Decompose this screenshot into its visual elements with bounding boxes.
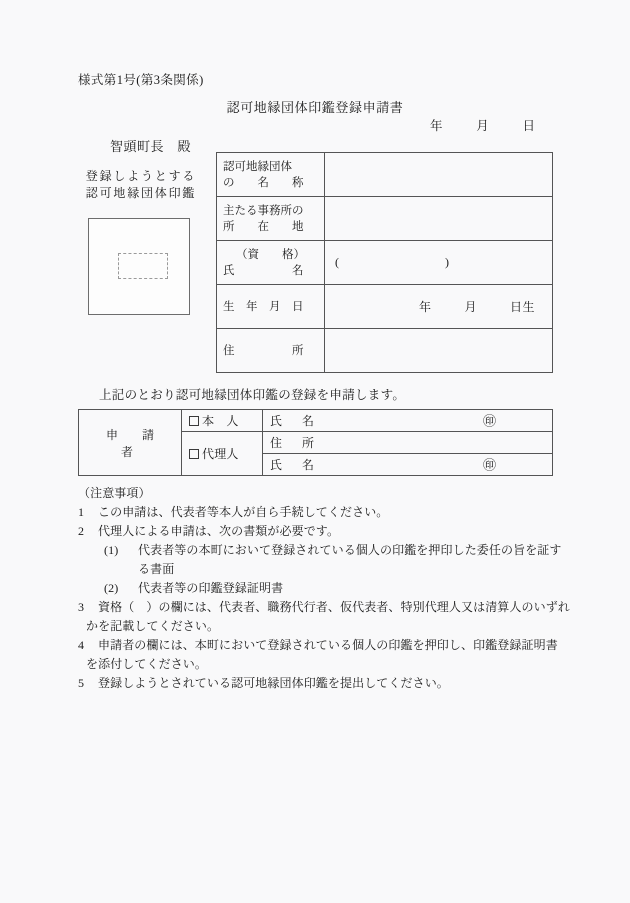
application-statement: 上記のとおり認可地縁団体印鑑の登録を申請します。 — [99, 388, 406, 402]
birth-day-label: 日生 — [510, 300, 536, 314]
stamp-caption-line1: 登録しようとする — [85, 169, 197, 183]
label-line-1: 住 所 — [223, 344, 304, 357]
table-row — [217, 153, 553, 197]
note-number: 3 — [78, 600, 85, 614]
note-text: 申請者の欄には、本町において登録されている個人の印鑑を押印し、印鑑登録証明書 — [98, 638, 558, 652]
field-birthdate[interactable] — [325, 285, 553, 329]
field-qualification-name[interactable] — [325, 241, 553, 285]
field-agent-name[interactable] — [263, 454, 553, 476]
seal-mark-icon: ㊞ — [482, 457, 496, 472]
note-number: 1 — [78, 505, 85, 519]
addressee: 智頭町長 殿 — [110, 139, 192, 154]
field-self-name[interactable] — [263, 410, 553, 432]
stamp-caption — [76, 168, 206, 202]
paren-close: ) — [445, 255, 449, 269]
field-organization-name[interactable] — [325, 153, 553, 197]
applicant-type-agent-label: 代理人 — [202, 447, 239, 461]
applicant-header-label: 申 請 者 — [79, 410, 182, 476]
label-line-1: 主たる事務所の — [223, 204, 304, 217]
note-text: 資格（ ）の欄には、代表者、職務代行者、仮代表者、特別代理人又は清算人のいずれ — [98, 600, 570, 614]
applicant-type-self-label: 本 人 — [202, 414, 239, 428]
note-subitem-text: 代表者等の印鑑登録証明書 — [138, 581, 284, 595]
note-subitem-text: 代表者等の本町において登録されている個人の印鑑を押印した委任の旨を証す — [138, 543, 562, 557]
note-number: 5 — [78, 676, 85, 690]
note-subitem-number: (1) — [104, 543, 119, 557]
note-continuation: かを記載してください。 — [86, 619, 220, 633]
birth-month-label: 月 — [464, 300, 478, 314]
list-item — [78, 579, 578, 598]
note-subitem-continuation: る書面 — [138, 562, 175, 576]
list-item — [78, 674, 578, 693]
row-label-birthdate — [217, 285, 325, 329]
note-text: 登録しようとされている認可地縁団体印鑑を提出してください。 — [98, 676, 449, 690]
organization-info-table — [216, 152, 553, 373]
label-line-1: 生 年 月 日 — [223, 300, 304, 313]
list-item — [78, 598, 578, 617]
field-agent-address[interactable] — [263, 432, 553, 454]
note-number: 2 — [78, 524, 85, 538]
row-label-main-office-address — [217, 197, 325, 241]
row-label-qualification-name — [217, 241, 325, 285]
note-continuation: を添付してください。 — [86, 657, 208, 671]
field-address[interactable] — [325, 329, 553, 373]
list-item — [78, 503, 578, 522]
label-line-1: （資 格） — [236, 248, 305, 261]
note-text: 代理人による申請は、次の書類が必要です。 — [98, 524, 340, 538]
submission-date-line — [430, 116, 536, 134]
checkbox-self-icon[interactable] — [189, 416, 199, 426]
list-item — [78, 636, 578, 655]
form-number: 様式第1号(第3条関係) — [78, 73, 204, 87]
row-label-organization-name — [217, 153, 325, 197]
list-item — [78, 522, 578, 541]
date-day-label: 日 — [522, 119, 536, 133]
date-month-label: 月 — [476, 119, 490, 133]
applicant-type-self[interactable] — [182, 410, 263, 432]
seal-mark-icon: ㊞ — [482, 413, 496, 428]
label-line-2: 所 在 地 — [223, 220, 304, 233]
field-self-name-label: 氏 名 — [270, 414, 319, 428]
list-item — [78, 541, 578, 560]
notes-title: （注意事項） — [78, 486, 151, 500]
birthdate-placeholder-line — [333, 298, 544, 315]
field-agent-address-label: 住 所 — [270, 436, 319, 450]
label-line-2: の 名 称 — [223, 176, 304, 189]
table-row — [217, 329, 553, 373]
paren-open: ( — [335, 255, 339, 269]
notes-section — [78, 484, 578, 693]
qualification-paren-group — [333, 255, 544, 270]
note-text: この申請は、代表者等本人が自ら手続してください。 — [98, 505, 389, 519]
label-line-2: 氏 名 — [223, 264, 304, 277]
birth-year-label: 年 — [419, 300, 432, 314]
stamp-placeholder-outline — [118, 253, 168, 279]
table-row — [217, 197, 553, 241]
note-number: 4 — [78, 638, 85, 652]
table-row — [79, 410, 553, 432]
table-row — [217, 241, 553, 285]
field-main-office-address[interactable] — [325, 197, 553, 241]
row-label-address — [217, 329, 325, 373]
page-title: 認可地縁団体印鑑登録申請書 — [226, 100, 404, 115]
checkbox-agent-icon[interactable] — [189, 449, 199, 459]
note-subitem-number: (2) — [104, 581, 119, 595]
field-agent-name-label: 氏 名 — [270, 458, 319, 472]
label-line-1: 認可地縁団体 — [223, 160, 292, 173]
table-row — [217, 285, 553, 329]
date-year-label: 年 — [430, 119, 444, 133]
applicant-type-agent[interactable] — [182, 432, 263, 476]
applicant-table — [78, 409, 553, 476]
stamp-caption-line2: 認可地縁団体印鑑 — [85, 186, 197, 200]
stamp-impression-box[interactable] — [88, 218, 190, 315]
